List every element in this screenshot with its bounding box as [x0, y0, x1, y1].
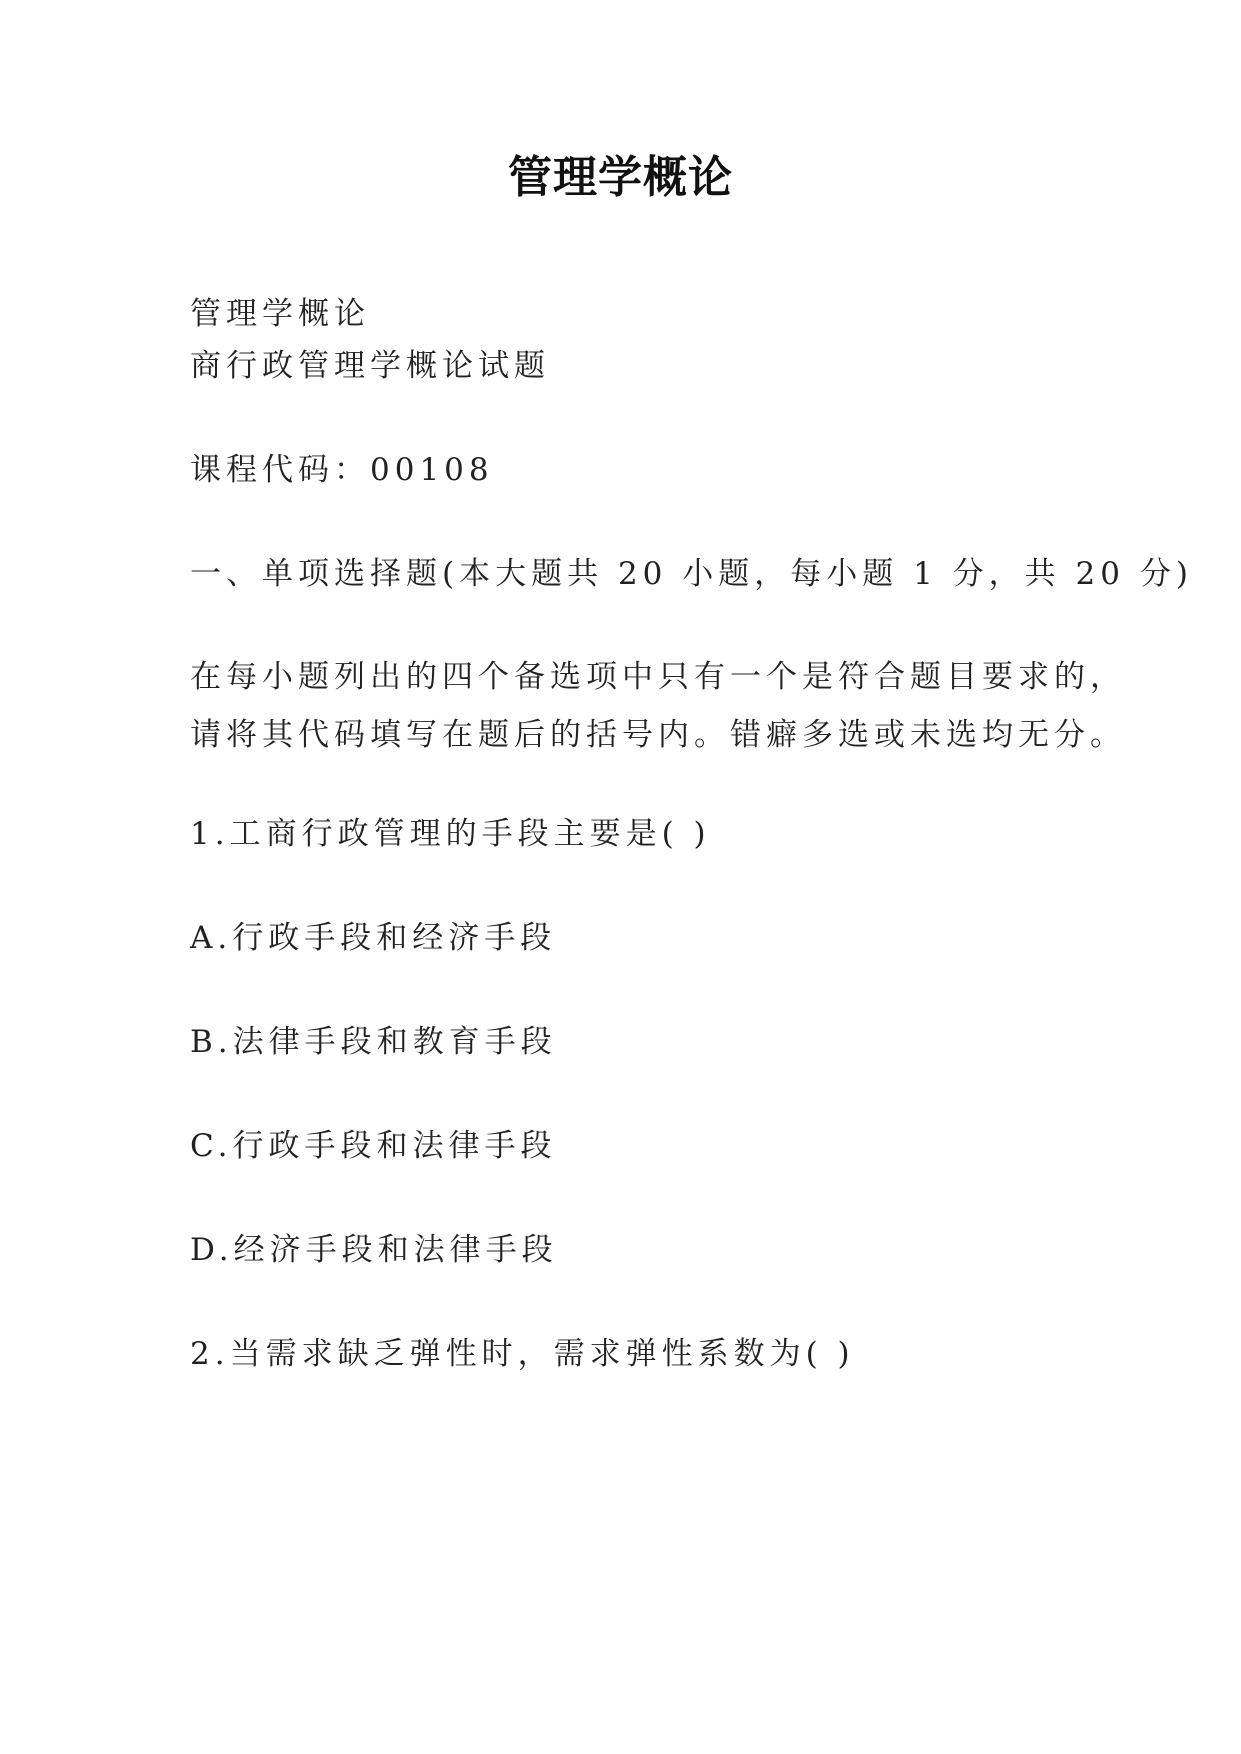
course-code-line: 课程代码：00108 — [190, 452, 494, 488]
subtitle-line: 管理学概论 — [190, 296, 370, 332]
document-title: 管理学概论 — [508, 152, 733, 203]
instructions-line: 请将其代码填写在题后的括号内。错癖多选或未选均无分。 — [190, 717, 1126, 753]
instructions-line: 在每小题列出的四个备选项中只有一个是符合题目要求的， — [190, 659, 1126, 695]
section-heading: 一、单项选择题(本大题共 20 小题，每小题 1 分，共 20 分) — [190, 556, 1193, 592]
instructions-block — [190, 648, 1126, 764]
exam-name-line: 商行政管理学概论试题 — [190, 348, 550, 384]
question-1-option-d: D.经济手段和法律手段 — [190, 1232, 558, 1268]
question-1-option-c: C.行政手段和法律手段 — [190, 1128, 557, 1164]
question-1-option-a: A.行政手段和经济手段 — [190, 920, 557, 956]
question-1-stem: 1.工商行政管理的手段主要是( ) — [190, 816, 711, 852]
question-2-stem: 2.当需求缺乏弹性时，需求弹性系数为( ) — [190, 1336, 855, 1372]
question-1-option-b: B.法律手段和教育手段 — [190, 1024, 557, 1060]
